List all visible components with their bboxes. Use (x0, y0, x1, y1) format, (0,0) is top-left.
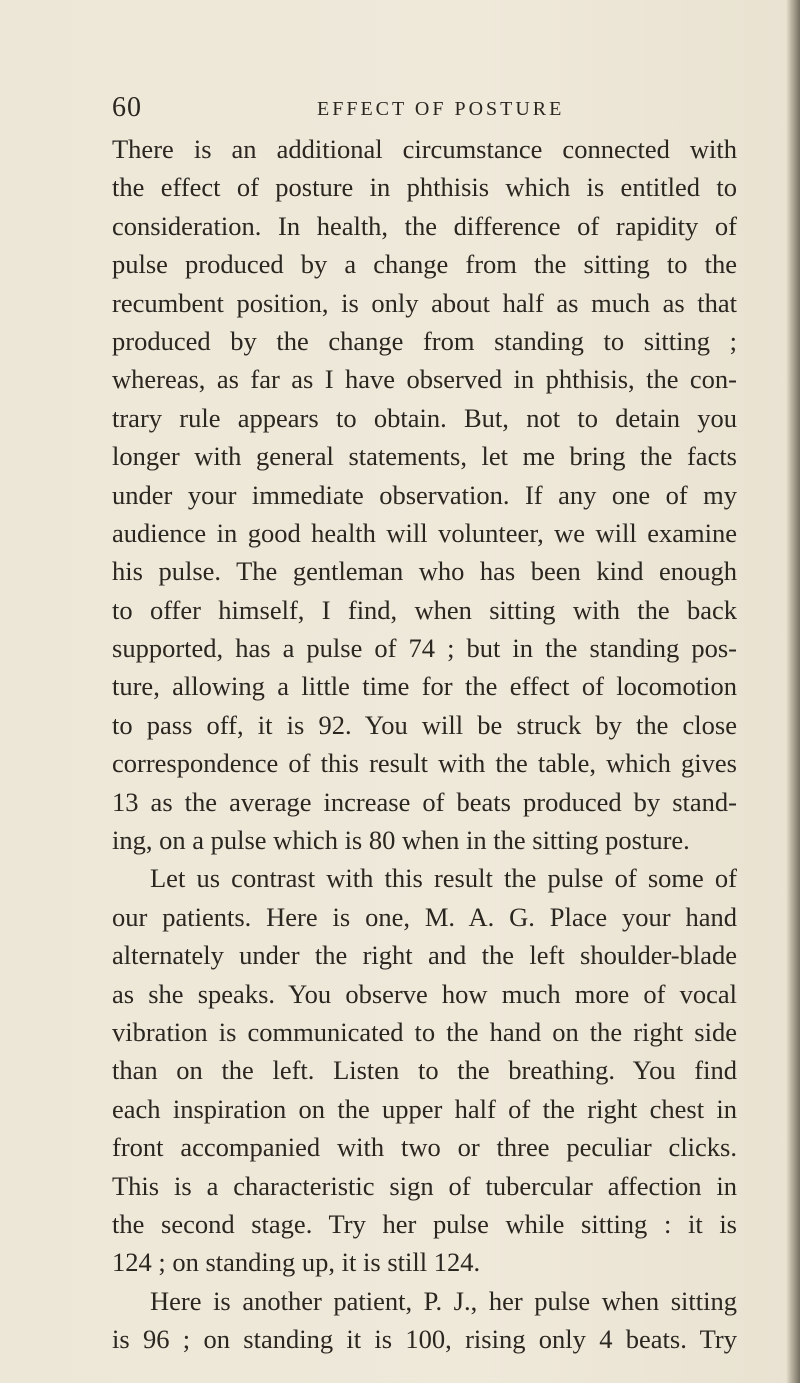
page-header (112, 92, 737, 128)
text-line: vibration is communicated to the hand on the right side (112, 1016, 737, 1047)
text-line: ing, on a pulse which is 80 when in the sitting posture. (112, 825, 690, 856)
text-line: the second stage. Try her pulse while sitting : it is (112, 1208, 737, 1239)
text-line: There is an additional circumstance connected with (112, 134, 737, 164)
text-line: 13 as the average increase of beats produced by stand- (112, 786, 737, 817)
text-line: front accompanied with two or three peculiar clicks. (112, 1132, 737, 1163)
text-line: to pass off, it is 92. You will be struck by the close (112, 709, 737, 740)
text-line: the effect of posture in phthisis which is entitled to (112, 172, 737, 203)
text-line: consideration. In health, the difference of rapidity of (112, 210, 737, 241)
text-line: under your immediate observation. If any one of my (112, 479, 737, 510)
text-line: supported, has a pulse of 74 ; but in the standing pos- (112, 633, 737, 664)
text-line: ture, allowing a little time for the effect of locomotion (112, 671, 737, 702)
text-line: our patients. Here is one, M. A. G. Place your hand (112, 901, 737, 932)
text-line: to offer himself, I find, when sitting with the back (112, 594, 737, 625)
text-line: Here is another patient, P. J., her pulse when sitting (150, 1285, 737, 1316)
text-line: produced by the change from standing to sitting ; (112, 325, 737, 356)
text-line: 124 ; on standing up, it is still 124. (112, 1247, 481, 1278)
text-line: Let us contrast with this result the pulse of some of (150, 863, 737, 894)
text-line: as she speaks. You observe how much more of vocal (112, 978, 737, 1009)
text-line: than on the left. Listen to the breathing. You find (112, 1055, 737, 1086)
text-line: is 96 ; on standing it is 100, rising only 4 beats. Try (112, 1324, 737, 1355)
text-line: trary rule appears to obtain. But, not to detain you (112, 402, 737, 433)
text-line: recumbent position, is only about half as much as that (112, 287, 737, 318)
text-line: his pulse. The gentleman who has been kind enough (112, 556, 737, 587)
text-line: This is a characteristic sign of tubercular affection in (112, 1170, 737, 1201)
text-line: pulse produced by a change from the sitting to the (112, 249, 737, 280)
text-line: audience in good health will volunteer, we will examine (112, 517, 737, 548)
text-line: each inspiration on the upper half of the right chest in (112, 1093, 737, 1124)
body-text (112, 130, 737, 1359)
page-number: 60 (112, 92, 142, 123)
text-line: whereas, as far as I have observed in phthisis, the con- (112, 364, 737, 395)
text-line: alternately under the right and the left shoulder-blade (112, 940, 737, 971)
text-line: longer with general statements, let me bring the facts (112, 441, 737, 472)
text-line: correspondence of this result with the table, which gives (112, 748, 737, 779)
running-head: EFFECT OF POSTURE (317, 98, 565, 120)
page-gutter-shadow (786, 0, 800, 1383)
